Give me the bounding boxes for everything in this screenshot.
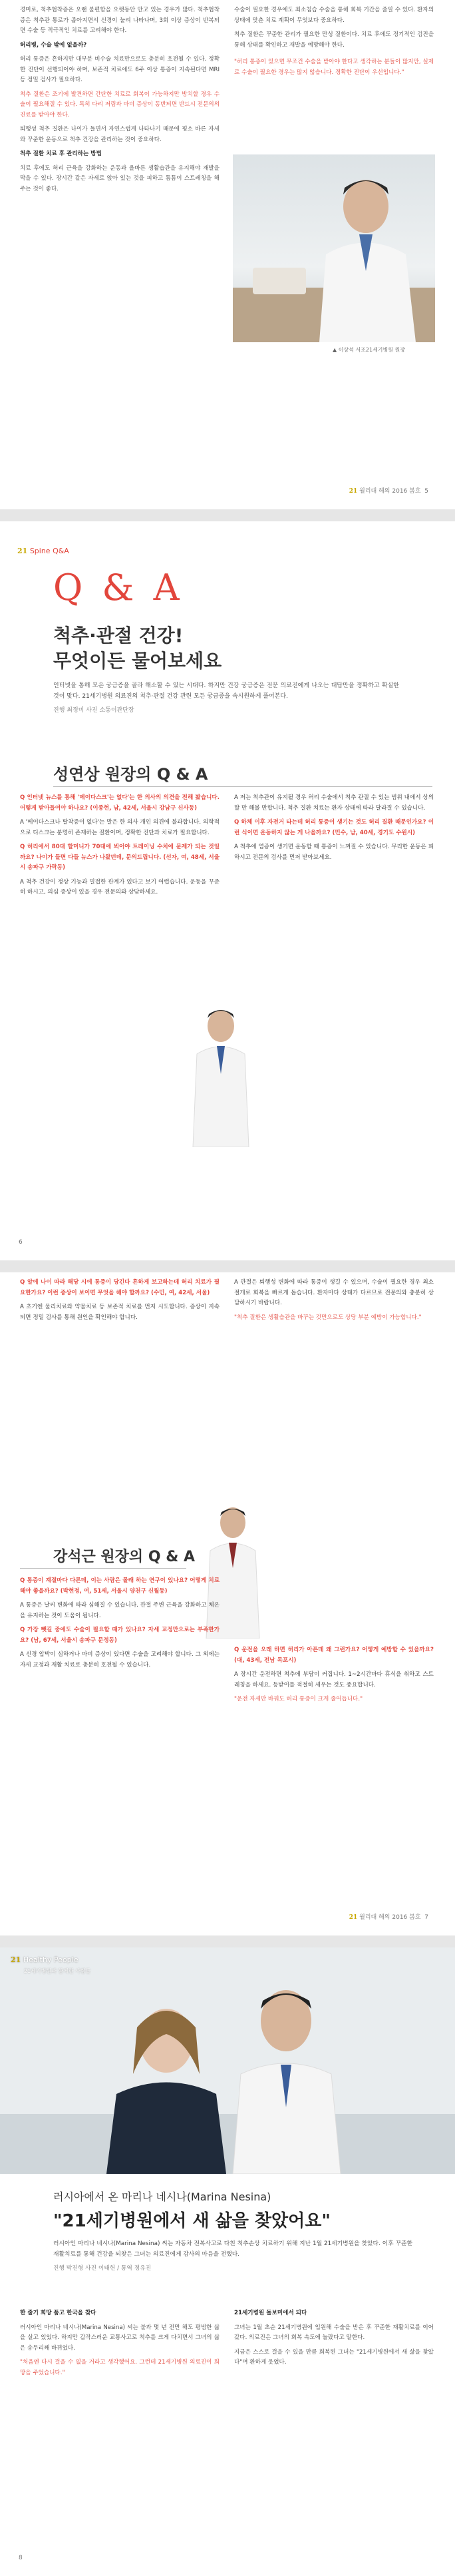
highlight-paragraph: 척추 질환은 조기에 발견하면 간단한 치료로 회복이 가능하지만 방치할 경우 수술이 필요해질 수 있다. 특히 다리 저림과 마비 증상이 동반되면 반드시 전문의의 진료를 받아야 한다. bbox=[20, 91, 220, 119]
qa-left-column bbox=[20, 793, 220, 902]
magazine-page-8 bbox=[0, 1947, 455, 2576]
section-label: Healthy People bbox=[23, 1955, 78, 1964]
footer-text: 월리대 해의 2016 봄호 bbox=[359, 1914, 421, 1921]
subheading: 21세기병원 돌보미에서 되다 bbox=[234, 2310, 307, 2316]
doctor-photo bbox=[178, 1001, 263, 1147]
pull-quote: "허리 통증이 있으면 무조건 수술을 받아야 한다고 생각하는 분들이 많지만, 실제로 수술이 필요한 경우는 많지 않습니다. 정확한 진단이 우선입니다." bbox=[234, 59, 434, 76]
page5-left-column bbox=[20, 5, 220, 198]
question: Q 통증이 계절마다 다른데, 이는 사람은 몰래 하는 연구이 있나요? 어떻게 치료해야 좋을까요? (박현정, 여, 51세, 서울시 양천구 신월동) bbox=[20, 1577, 220, 1595]
section-tag bbox=[17, 547, 69, 555]
answer: A 통증은 날씨 변화에 따라 심해질 수 있습니다. 관절 주변 근육을 강화하고 체온을 유지하는 것이 도움이 됩니다. bbox=[20, 1602, 220, 1619]
page-number: 6 bbox=[19, 1239, 23, 1246]
qa-right-column bbox=[234, 1278, 434, 1327]
divider bbox=[53, 786, 432, 787]
page-gap bbox=[0, 1260, 455, 1272]
headline-big: "21세기병원에서 새 삶을 찾았어요" bbox=[53, 2211, 331, 2231]
answer: A 신경 압박이 심하거나 마비 증상이 있다면 수술을 고려해야 합니다. 그 외에는 자세 교정과 재활 치료로 충분히 호전될 수 있습니다. bbox=[20, 1651, 220, 1669]
page-number: 5 bbox=[424, 488, 428, 495]
page-gap bbox=[0, 509, 455, 521]
page-number: 8 bbox=[19, 2555, 23, 2561]
question: Q 운전을 오래 하면 허리가 아픈데 왜 그런가요? 어떻게 예방할 수 있을까요? (대, 43세, 전남 목포시) bbox=[234, 1647, 434, 1664]
magazine-page-6 bbox=[0, 521, 455, 1260]
photo-caption: ▲ 이상석 서조21세기병원 원장 bbox=[333, 347, 405, 353]
question: Q 알에 나이 따라 해당 시에 통증이 당긴다 흔하게 보고하는데 허리 치료가 필요한가요? 이런 증상이 보이면 무엇을 해야 할까요? (수민, 여, 42세, 서울) bbox=[20, 1279, 220, 1296]
doctor-photo bbox=[233, 154, 435, 342]
page-number: 7 bbox=[424, 1914, 428, 1921]
paragraph: 수술이 필요한 경우에도 최소침습 수술을 통해 회복 기간을 줄일 수 있다. 환자의 상태에 맞춘 치료 계획이 무엇보다 중요하다. bbox=[234, 7, 434, 24]
paragraph: 척추 질환은 꾸준한 관리가 필요한 만성 질환이다. 치료 후에도 정기적인 검진을 통해 상태를 확인하고 재발을 예방해야 한다. bbox=[234, 31, 434, 49]
qa-left-column bbox=[20, 1278, 220, 1327]
headline-small: 러시아에서 온 마리나 네시나(Marina Nesina) bbox=[53, 2190, 271, 2203]
qa2-right-column bbox=[234, 1645, 434, 1709]
question: Q 허리에서 80대 할머니가 70대에 뵈어야 트레이닝 수치에 문제가 되는 것일까요? 나이가 들면 다들 뉴스가 나왔던데, 문의드립니다. (선자, 여, 48세, 서울시 송파구 가락동) bbox=[20, 844, 220, 871]
headline-2: 무엇이든 물어보세요 bbox=[53, 650, 222, 672]
page5-right-column bbox=[234, 5, 434, 82]
answer: A 척추 건강이 정상 기능과 밀접한 관계가 있다고 보기 어렵습니다. 운동을 꾸준히 하시고, 의심 증상이 있을 경우 전문의와 상담하세요. bbox=[20, 878, 220, 896]
qa2-left-column bbox=[20, 1576, 220, 1674]
story-right-column bbox=[234, 2306, 434, 2372]
question: Q 인터넷 뉴스를 통해 '메이다스크'는 없다'는 한 의사의 의견을 전해 봤습니다. 어떻게 받아들여야 하나요? (이종현, 남, 42세, 서울시 강남구 신사동) bbox=[20, 794, 220, 812]
paragraph: 지금은 스스로 걸을 수 있을 만큼 회복된 그녀는 "21세기병원에서 새 삶을 찾았다"며 환하게 웃었다. bbox=[234, 2348, 434, 2366]
brand-logo: 21 bbox=[349, 1914, 358, 1921]
subheading: 허리병, 수술 밖에 없을까? bbox=[20, 41, 87, 49]
intro-paragraph: 러시아인 마리나 네시나(Marina Nesina) 씨는 자동차 전복사고로 다친 척추손상 치료하기 위해 지난 1월 21세기병원을 찾았다. 이후 꾸준한 재활치료를 통해 건강을 되찾은 그녀는 의료진에게 감사의 마음을 전했다. bbox=[53, 2240, 412, 2258]
answer: A 장시간 운전하면 척추에 부담이 커집니다. 1~2시간마다 휴식을 취하고 스트레칭을 하세요. 등받이를 적절히 세우는 것도 중요합니다. bbox=[234, 1671, 434, 1688]
intro-credit: 진행 박진형 사진 이태헌 / 통역 정유진 bbox=[53, 2265, 152, 2272]
intro-credit: 진행 최정미 사진 소통이관단장 bbox=[53, 707, 134, 714]
magazine-page-5 bbox=[0, 0, 455, 509]
pull-quote: "운전 자세만 바꿔도 허리 통증이 크게 줄어듭니다." bbox=[234, 1696, 363, 1702]
paragraph: 치료 후에도 허리 근육을 강화하는 운동과 올바른 생활습관을 유지해야 재발을 막을 수 있다. 장시간 같은 자세로 앉아 있는 것을 피하고 틈틈이 스트레칭을 해주는 것이 좋다. bbox=[20, 164, 220, 192]
paragraph: 퇴행성 척추 질환은 나이가 들면서 자연스럽게 나타나기 때문에 평소 바른 자세와 꾸준한 운동으로 척추 건강을 관리하는 것이 중요하다. bbox=[20, 126, 220, 143]
magazine-page-7 bbox=[0, 1272, 455, 1935]
caption-text: 이상석 서조21세기병원 원장 bbox=[338, 347, 405, 353]
section-tag bbox=[11, 1955, 78, 1964]
answer: A '메이다스크나 탈착증이 없다'는 말은 한 의사 개인 의견에 불과합니다. 의학적으로 디스크는 분명히 존재하는 질환이며, 정확한 진단과 치료가 필요합니다. bbox=[20, 819, 220, 836]
brand-logo: 21 bbox=[11, 1955, 21, 1964]
intro-text bbox=[53, 2239, 412, 2278]
headline-1: 척추·관절 건강! bbox=[53, 625, 184, 646]
footer-text: 월리대 해의 2016 봄호 bbox=[359, 488, 421, 495]
story-left-column bbox=[20, 2306, 220, 2382]
answer: A 초기엔 물리치료와 약물치료 등 보존적 치료를 먼저 시도합니다. 증상이 지속되면 정밀 검사를 통해 원인을 확인해야 합니다. bbox=[20, 1304, 220, 1321]
subheading: 한 줄기 희망 품고 한국을 찾다 bbox=[20, 2310, 96, 2316]
answer: A 척추에 염증이 생기면 운동할 때 통증이 느껴질 수 있습니다. 무리한 운동은 피하시고 전문의 검사를 먼저 받아보세요. bbox=[234, 844, 434, 861]
page-gap bbox=[0, 1935, 455, 1947]
pull-quote: "처음엔 다시 걸을 수 없을 거라고 생각했어요. 그런데 21세기병원 의료진이 희망을 주었습니다." bbox=[20, 2359, 220, 2376]
brand-logo: 21 bbox=[349, 488, 358, 495]
subheading: 척추 질환 치료 후 관리하는 방법 bbox=[20, 150, 102, 157]
section-label: Spine Q&A bbox=[29, 547, 69, 555]
paragraph: 경미로, 척추협착증은 오랜 불편함을 오랫동안 안고 있는 경우가 많다. 척추협착증은 척추관 통로가 좁아지면서 신경이 눌려 나타나며, 3회 이상 증상이 반복되면 수술 등 적극적인 치료를 고려해야 한다. bbox=[20, 7, 220, 34]
section-sub: 21세기병원과 함께한 사람들 bbox=[24, 1968, 91, 1974]
page-footer bbox=[19, 1239, 23, 1246]
page-footer bbox=[349, 486, 428, 495]
section-big-title: Q & A bbox=[53, 567, 184, 609]
qa-title: 성연상 원장의 Q & A bbox=[53, 765, 208, 784]
paragraph: 러시아인 마리나 네시나(Marina Nesina) 씨는 불과 몇 년 전만 해도 평범한 삶을 살고 있었다. 하지만 갑작스러운 교통사고로 척추를 크게 다치면서 그녀의 삶은 송두리째 바뀌었다. bbox=[20, 2324, 220, 2352]
answer: A 저는 척추관이 유지될 경우 허리 수술에서 척추 관절 수 있는 범위 내에서 상의할 만 해볼 만합니다. 척추 질환 치료는 환자 상태에 따라 달라질 수 있습니다. bbox=[234, 794, 434, 812]
page-footer bbox=[19, 2555, 23, 2561]
page-footer bbox=[349, 1912, 428, 1921]
question: Q 하체 이후 자전거 타는데 허리 통증이 생기는 것도 허리 질환 때문인가요? 이런 식이면 운동하지 않는 게 나을까요? (민수, 남, 40세, 경기도 수원시) bbox=[234, 819, 434, 836]
hero-photo bbox=[0, 1947, 455, 2174]
intro-paragraph: 인터넷을 통해 모은 궁금증을 골라 해소할 수 있는 시대다. 하지만 건강 궁금증은 전문 의료진에게 나오는 대답만을 정확하고 확실한 것이 맞다. 21세기병원 의료진의 척추·관절 건강 관련 모든 궁금증을 속시원하게 풀어본다. bbox=[53, 682, 399, 700]
paragraph: 그녀는 1월 초순 21세기병원에 입원해 수술을 받은 후 꾸준한 재활치료를 이어갔다. 의료진은 그녀의 회복 속도에 놀랐다고 말한다. bbox=[234, 2324, 434, 2341]
pull-quote: "척추 질환은 생활습관을 바꾸는 것만으로도 상당 부분 예방이 가능합니다." bbox=[234, 1314, 422, 1321]
question: Q 가장 뺏길 중에도 수술이 필요할 때가 있나요? 자세 교정만으로는 부족한가요? (남, 67세, 서울시 송파구 문정동) bbox=[20, 1627, 220, 1644]
intro-text bbox=[53, 681, 399, 720]
brand-logo: 21 bbox=[17, 547, 28, 555]
paragraph: 허리 통증은 흔하지만 대부분 비수술 치료만으로도 충분히 호전될 수 있다. 정확한 진단이 선행되어야 하며, 보존적 치료에도 6주 이상 통증이 지속된다면 MRI 등 정밀 검사가 필요하다. bbox=[20, 56, 220, 83]
qa-title: 강석근 원장의 Q & A bbox=[53, 1549, 196, 1565]
divider bbox=[20, 1568, 186, 1569]
qa-right-column bbox=[234, 793, 434, 867]
answer: A 관절은 퇴행성 변화에 따라 통증이 생길 수 있으며, 수술이 필요한 경우 최소 절개로 회복을 빠르게 돕습니다. 환자마다 상태가 다르므로 전문의와 충분히 상담하시기 바랍니다. bbox=[234, 1279, 434, 1306]
